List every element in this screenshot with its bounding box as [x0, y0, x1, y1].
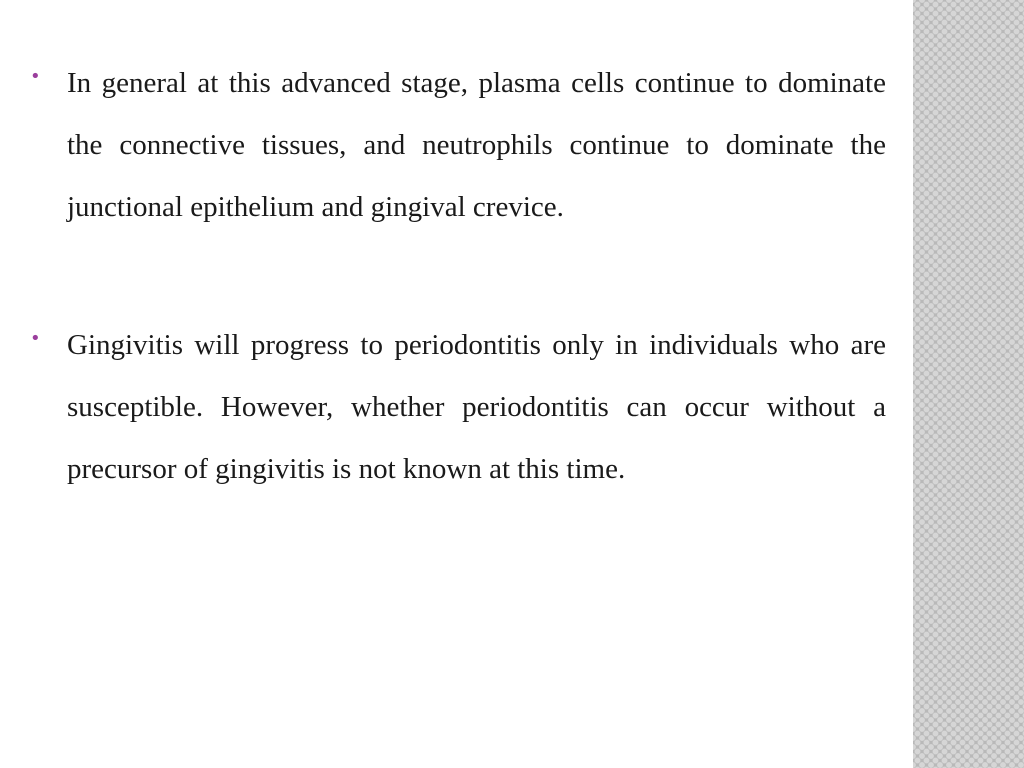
bullet-text: In general at this advanced stage, plasma cells continue to dominate the connective tissues, and neutrophils continue to dominate the junctional epithelium and gingival crevice.: [67, 67, 886, 223]
bullet-marker-icon: •: [30, 66, 41, 87]
bullet-item-2: [30, 314, 886, 500]
bullet-marker-icon: •: [30, 328, 41, 349]
decorative-side-band: [913, 0, 1024, 768]
bullet-text: Gingivitis will progress to periodontitis only in individuals who are susceptible. However, whether periodontitis can occur without a precursor of gingivitis is not known at this time.: [67, 329, 886, 485]
bullet-item-1: [30, 52, 886, 238]
slide-content: [30, 52, 886, 500]
